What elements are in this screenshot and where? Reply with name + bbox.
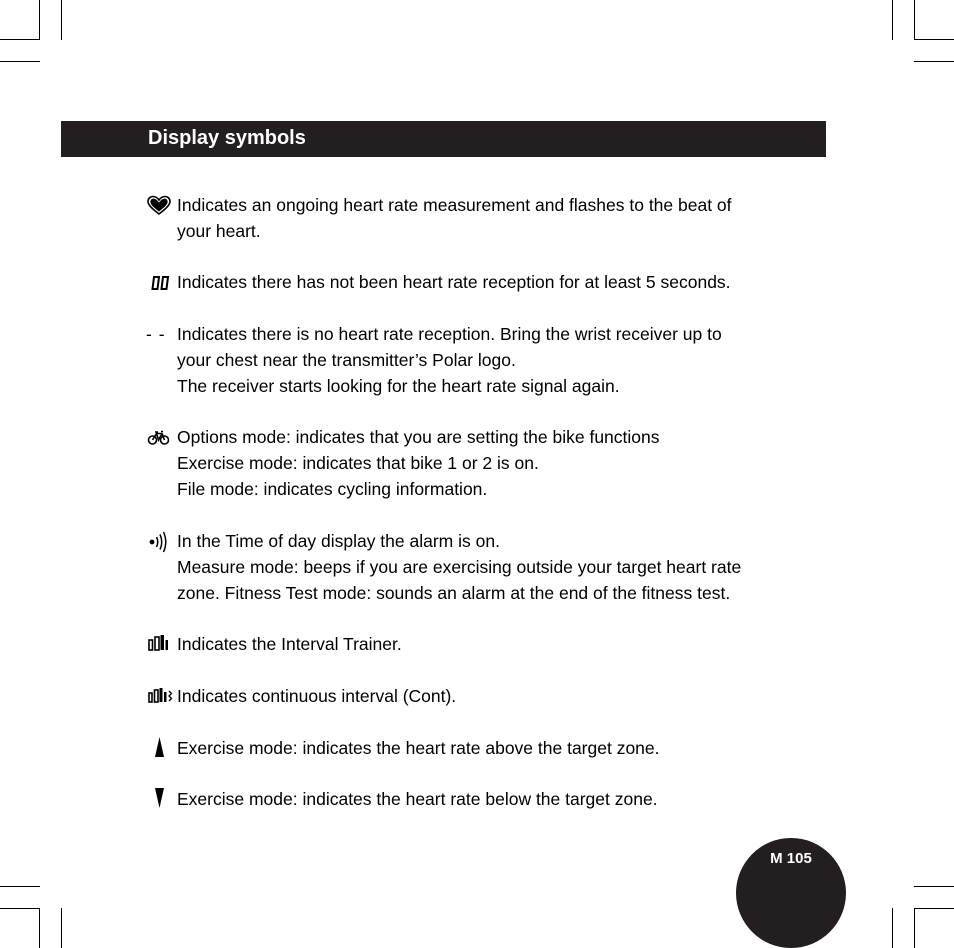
crop-mark [892, 0, 893, 40]
entry-text: Indicates there has not been heart rate reception for at least 5 seconds. [177, 272, 731, 292]
symbol-entry-no-reception [146, 269, 836, 295]
symbol-entry-arrow-down [146, 786, 836, 812]
heart-icon [146, 192, 174, 218]
entry-text: your chest near the transmitter’s Polar logo. [177, 350, 516, 370]
entry-text: Exercise mode: indicates the heart rate above the target zone. [177, 738, 660, 758]
entry-text: Indicates an ongoing heart rate measurement and flashes to the beat of [177, 195, 732, 215]
entry-text: File mode: indicates cycling information. [177, 479, 488, 499]
symbol-entry-dashes [146, 321, 836, 399]
section-header-bar [61, 121, 826, 157]
entry-text: Indicates the Interval Trainer. [177, 634, 402, 654]
crop-mark [0, 886, 40, 887]
dash-symbol: - - [146, 324, 166, 344]
entry-text: In the Time of day display the alarm is on. [177, 531, 500, 551]
alarm-icon [146, 528, 174, 554]
crop-mark [892, 908, 893, 948]
symbol-entry-alarm [146, 528, 836, 606]
crop-mark [914, 61, 954, 62]
entry-text: Options mode: indicates that you are setting the bike functions [177, 427, 660, 447]
crop-mark [914, 0, 915, 40]
no-reception-icon [146, 269, 174, 295]
crop-mark [914, 908, 954, 909]
crop-mark [61, 0, 62, 40]
page-number: M 105 [770, 850, 812, 867]
crop-mark [914, 39, 954, 40]
entry-text: Indicates there is no heart rate reception. Bring the wrist receiver up to [177, 324, 722, 344]
entry-text: your heart. [177, 221, 261, 241]
arrow-down-icon [146, 786, 174, 812]
symbol-entry-continuous-interval [146, 683, 836, 709]
symbol-entry-bike [146, 424, 836, 502]
arrow-up-icon [146, 735, 174, 761]
interval-trainer-icon [146, 631, 174, 657]
crop-mark [61, 908, 62, 948]
crop-mark [0, 908, 40, 909]
section-title: Display symbols [148, 127, 306, 149]
symbol-entry-interval-trainer [146, 631, 836, 657]
entry-text: The receiver starts looking for the heart rate signal again. [177, 376, 620, 396]
crop-mark [914, 886, 954, 887]
crop-mark [0, 61, 40, 62]
crop-mark [39, 908, 40, 948]
entry-text: Exercise mode: indicates the heart rate below the target zone. [177, 789, 658, 809]
crop-mark [914, 908, 915, 948]
entry-text: Indicates continuous interval (Cont). [177, 686, 457, 706]
continuous-interval-icon [146, 683, 174, 709]
symbol-entry-arrow-up [146, 735, 836, 761]
crop-mark [39, 0, 40, 40]
entry-text: Exercise mode: indicates that bike 1 or 2 is on. [177, 453, 539, 473]
entry-text: Measure mode: beeps if you are exercising outside your target heart rate [177, 557, 742, 577]
page-number-badge [736, 838, 846, 948]
symbol-entry-heart [146, 192, 836, 244]
entry-text: zone. Fitness Test mode: sounds an alarm at the end of the fitness test. [177, 583, 731, 603]
crop-mark [0, 39, 40, 40]
bike-icon [146, 424, 174, 450]
